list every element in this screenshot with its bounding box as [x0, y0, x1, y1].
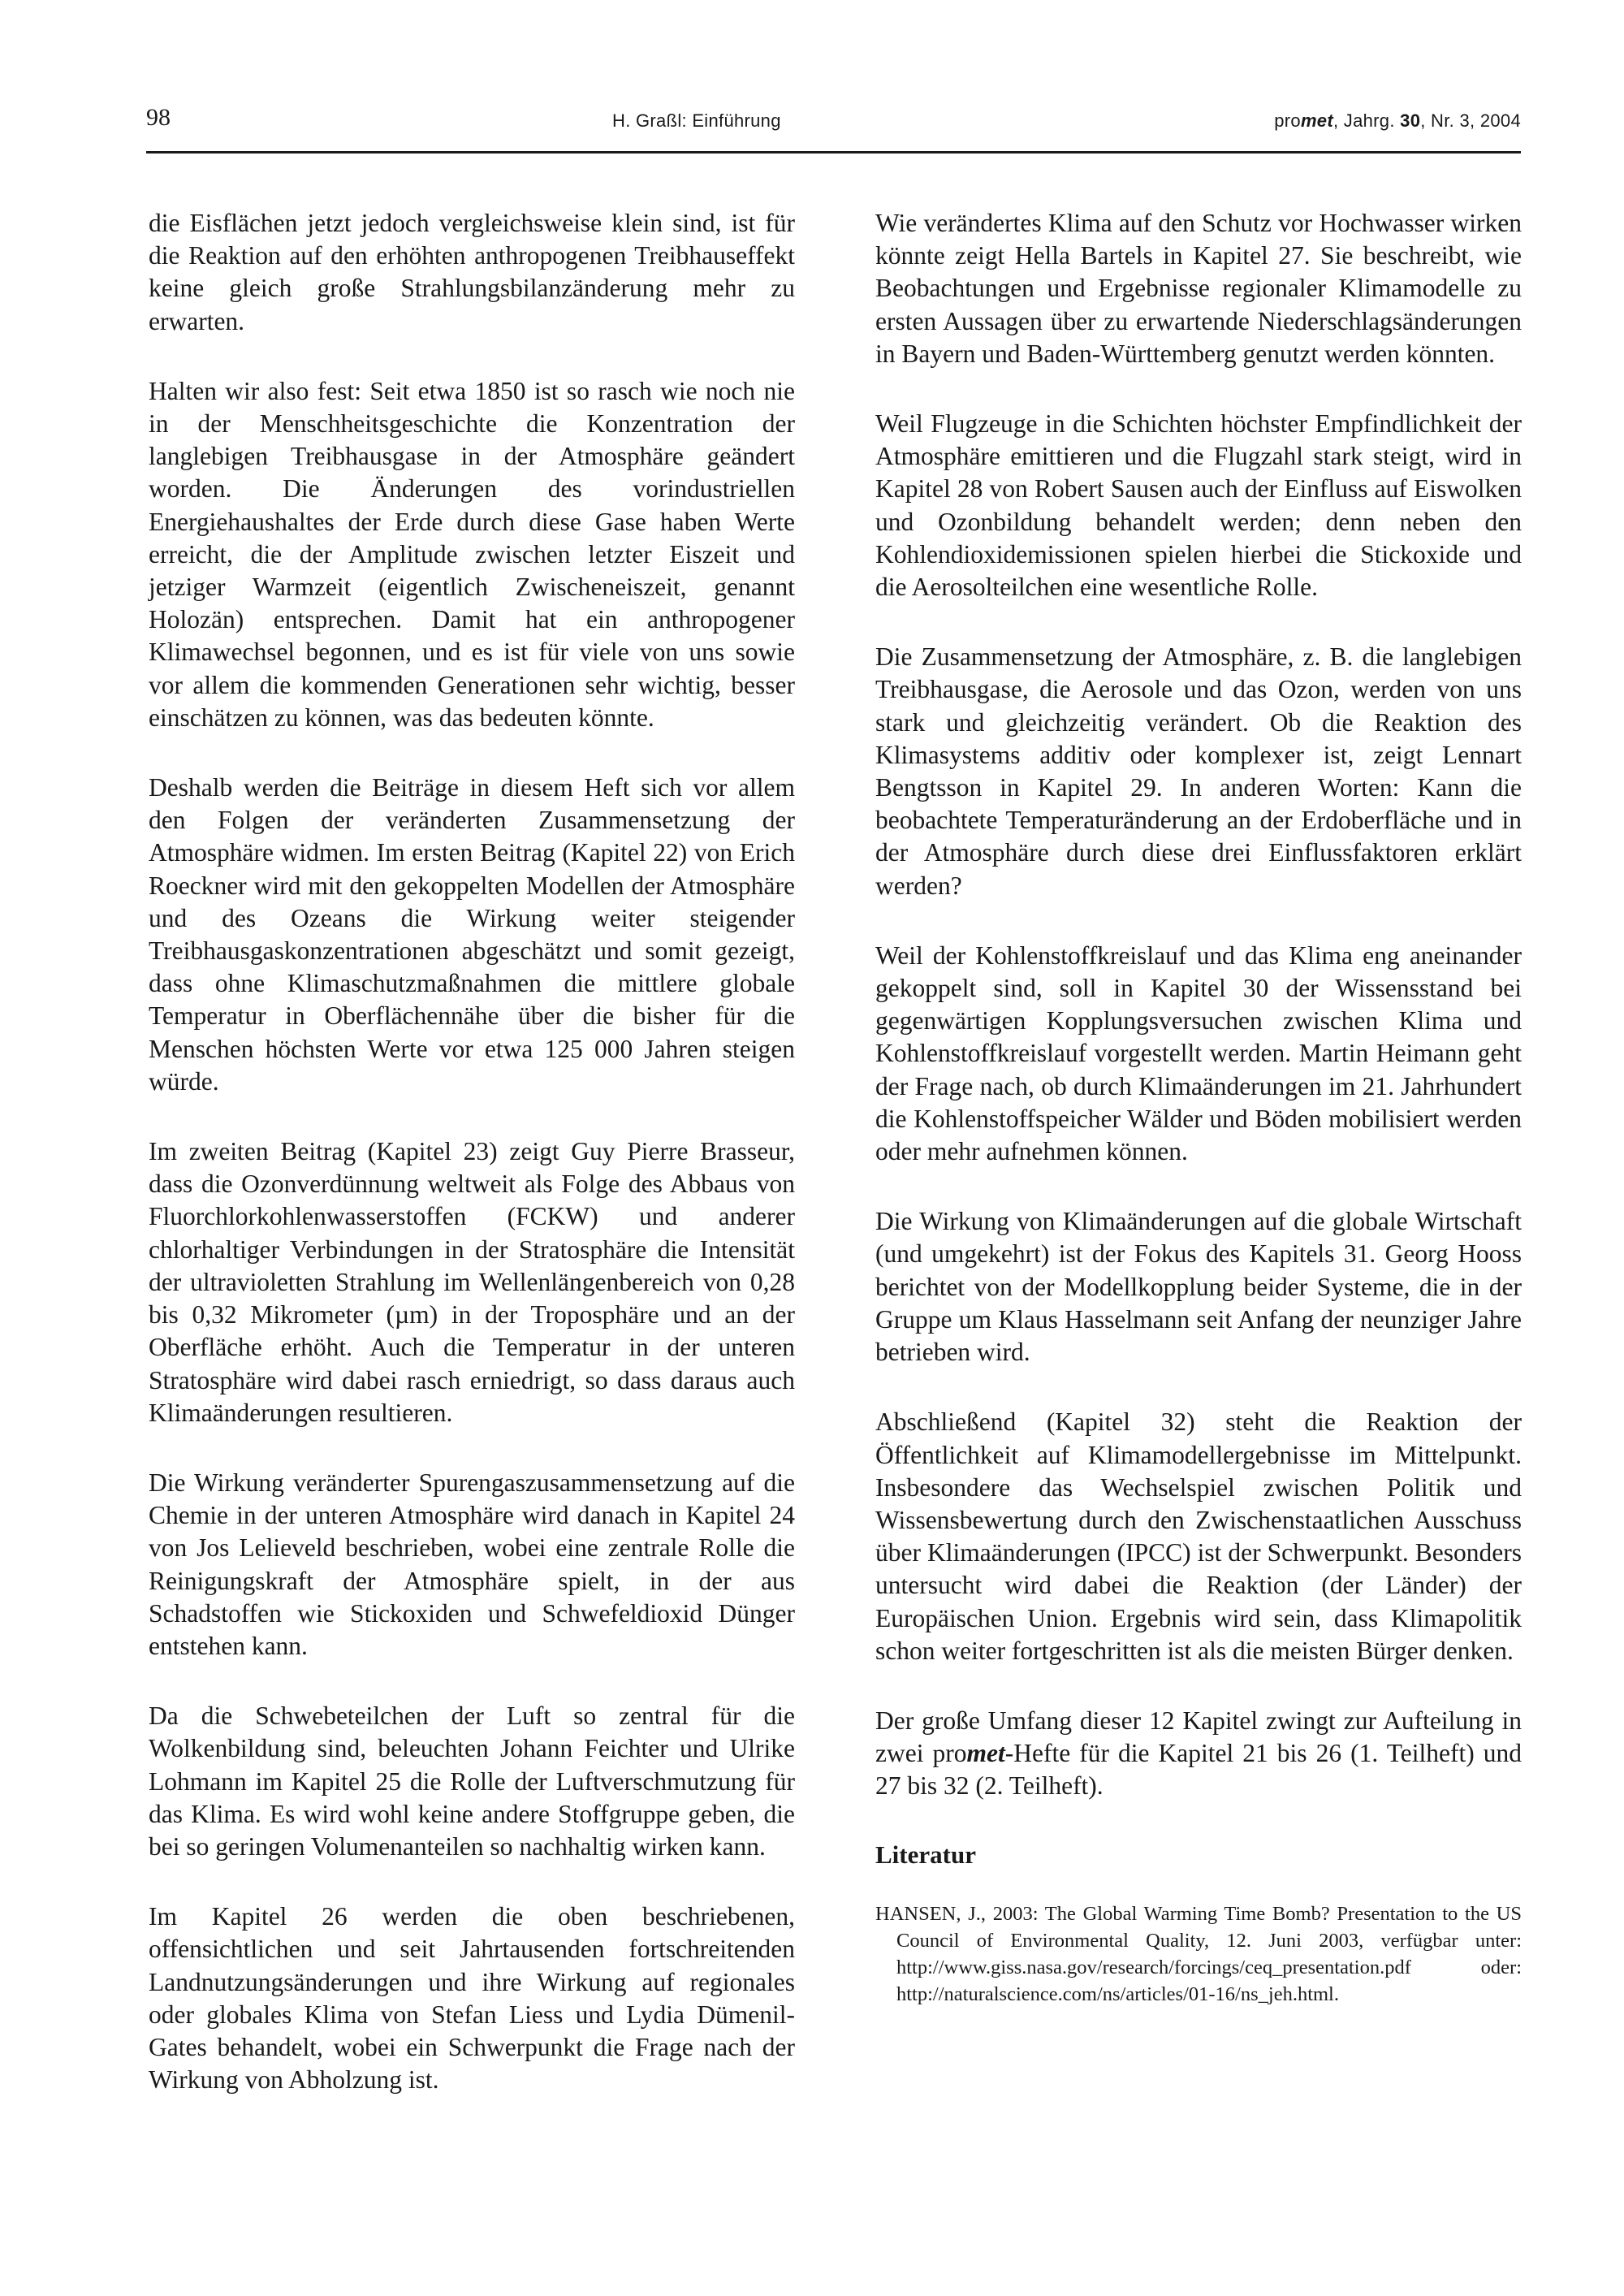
body-paragraph: Im Kapitel 26 werden die oben beschriebenen, offensichtlichen und seit Jahrtausenden fortschreitenden Landnutzungsänderungen und ihre Wirkung auf regionales oder globales Klima von Stefan Liess und Lydia Dümenil-Gates behandelt, wobei ein Schwerpunkt die Frage nach der Wirkung von Abholzung ist. [149, 1902, 795, 2095]
brand-name: met [966, 1739, 1005, 1768]
running-title: H. Graßl: Einführung [612, 110, 781, 131]
right-column [875, 207, 1522, 2008]
closing-text-start: Der große Umfang dieser 12 Kapitel zwingt zur Aufteilung in zwei [875, 1706, 1522, 1768]
body-paragraph: Die Wirkung von Klimaänderungen auf die globale Wirtschaft (und umgekehrt) ist der Fokus des Kapitels 31. Georg Hooss berichtet von der Modellkopplung beider Systeme, die in der Gruppe um Klaus Hasselmann seit Anfang der neunziger Jahre betrieben wird. [875, 1207, 1522, 1367]
body-paragraph: Wie verändertes Klima auf den Schutz vor Hochwasser wirken könnte zeigt Hella Bartels in Kapitel 27. Sie beschreibt, wie Beobachtungen und Ergebnisse regionaler Klimamodelle zu ersten Aussagen über zu erwartende Niederschlagsänderungen in Bayern und Baden-Württemberg genutzt werden könnten. [875, 209, 1522, 368]
body-paragraph: die Eisflächen jetzt jedoch vergleichsweise klein sind, ist für die Reaktion auf den erhöhten anthropogenen Treibhauseffekt keine gleich große Strahlungsbilanzänderung mehr zu erwarten. [149, 209, 795, 335]
journal-volume: 30 [1400, 110, 1421, 131]
closing-paragraph [875, 1705, 1522, 1803]
body-paragraph: Weil Flugzeuge in die Schichten höchster Empfindlichkeit der Atmosphäre emittieren und die Flugzahl stark steigt, wird in Kapitel 28 von Robert Sausen auch der Einfluss auf Eiswolken und Ozonbildung behandelt werden; denn neben den Kohlendioxidemissionen spielen hierbei die Stickoxide und die Aerosolteilchen eine wesentliche Rolle. [875, 409, 1522, 602]
journal-brand: met [1300, 110, 1333, 131]
left-column [149, 207, 795, 2134]
journal-citation [1274, 110, 1521, 132]
body-paragraph: Weil der Kohlenstoffkreislauf und das Klima eng aneinander gekoppelt sind, soll in Kapitel 30 der Wissensstand bei gegenwärtigen Kopplungsversuchen zwischen Klima und Kohlenstoffkreislauf vorgestellt werden. Martin Heimann geht der Frage nach, ob durch Klimaänderungen im 21. Jahrhundert die Kohlenstoffspeicher Wälder und Böden mobilisiert werden oder mehr aufnehmen können. [875, 940, 1522, 1166]
closing-text-end: -Hefte für die Kapitel 21 bis 26 (1. Teilheft) und 27 bis 32 (2. Teilheft). [875, 1739, 1522, 1801]
journal-volume-label: , Jahrg. [1332, 110, 1401, 131]
brand-prefix: pro [932, 1739, 967, 1768]
page-header [146, 104, 1521, 136]
journal-brand-prefix: pro [1274, 110, 1301, 131]
body-paragraph: Abschließend (Kapitel 32) steht die Reaktion der Öffentlichkeit auf Klimamodellergebnisse im Mittelpunkt. Insbesondere das Wechselspiel zwischen Politik und Wissensbewertung durch den Zwischenstaatlichen Ausschuss über Klimaänderungen (IPCC) ist der Schwerpunkt. Besonders untersucht wird dabei die Reaktion (der Länder) der Europäischen Union. Ergebnis wird sein, dass Klimapolitik schon weiter fortgeschritten ist als die meisten Bürger denken. [875, 1407, 1522, 1665]
page-number: 98 [146, 104, 171, 131]
header-rule [146, 151, 1521, 153]
body-paragraph: Die Zusammensetzung der Atmosphäre, z. B. die langlebigen Treibhausgase, die Aerosole und das Ozon, werden von uns stark und gleichzeitig verändert. Ob die Reaktion des Klimasystems additiv oder komplexer ist, zeigt Lennart Bengtsson in Kapitel 29. In anderen Worten: Kann die beobachtete Temperaturänderung an der Erdoberfläche und in der Atmosphäre durch diese drei Einflussfaktoren erklärt werden? [875, 642, 1522, 900]
body-paragraph: Halten wir also fest: Seit etwa 1850 ist so rasch wie noch nie in der Menschheitsgeschichte die Konzentration der langlebigen Treibhausgase in der Atmosphäre geändert worden. Die Änderungen des vorindustriellen Energiehaushaltes der Erde durch diese Gase haben Werte erreicht, die der Amplitude zwischen letzter Eiszeit und jetziger Warmzeit (eigentlich Zwischeneiszeit, genannt Holozän) entsprechen. Damit hat ein anthropogener Klimawechsel begonnen, und es ist für viele von uns sowie vor allem die kommenden Generationen sehr wichtig, besser einschätzen zu können, was das bedeuten könnte. [149, 376, 795, 732]
body-paragraph: Da die Schwebeteilchen der Luft so zentral für die Wolkenbildung sind, beleuchten Johann Feichter und Ulrike Lohmann im Kapitel 25 die Rolle der Luftverschmutzung für das Klima. Es wird wohl keine andere Stoffgruppe geben, die bei so geringen Volumenanteilen so nachhaltig wirken kann. [149, 1701, 795, 1861]
body-paragraph: Im zweiten Beitrag (Kapitel 23) zeigt Guy Pierre Brasseur, dass die Ozonverdünnung weltweit als Folge des Abbaus von Fluorchlorkohlenwasserstoffen (FCKW) und anderer chlorhaltiger Verbindungen in der Stratosphäre die Intensität der ultravioletten Strahlung im Wellenlängenbereich von 0,28 bis 0,32 Mikrometer (µm) in der Troposphäre und an der Oberfläche erhöht. Auch die Temperatur in der unteren Stratosphäre wird dabei rasch erniedrigt, so dass daraus auch Klimaänderungen resultieren. [149, 1137, 795, 1427]
journal-issue: , Nr. 3, 2004 [1420, 110, 1521, 131]
literature-heading: Literatur [875, 1840, 976, 1869]
body-paragraph: Die Wirkung veränderter Spurengaszusammensetzung auf die Chemie in der unteren Atmosphäre wird danach in Kapitel 24 von Jos Lelieveld beschrieben, wobei eine zentrale Rolle die Reinigungskraft der Atmosphäre spielt, in der aus Schadstoffen wie Stickoxiden und Schwefeldioxid Dünger entstehen kann. [149, 1468, 795, 1660]
reference-entry: HANSEN, J., 2003: The Global Warming Time Bomb? Presentation to the US Council of Environmental Quality, 12. Juni 2003, verfügbar unter: http://www.giss.nasa.gov/research/forcings/ceq_presentation.pdf oder: http://naturalscience.com/ns/articles/01-16/ns_jeh.html. [875, 1902, 1522, 2005]
body-paragraph: Deshalb werden die Beiträge in diesem Heft sich vor allem den Folgen der veränderten Zusammensetzung der Atmosphäre widmen. Im ersten Beitrag (Kapitel 22) von Erich Roeckner wird mit den gekoppelten Modellen der Atmosphäre und des Ozeans die Wirkung weiter steigender Treibhausgaskonzentrationen abgeschätzt und somit gezeigt, dass ohne Klimaschutzmaßnahmen die mittlere globale Temperatur in Oberflächennähe über die bisher für die Menschen höchsten Werte vor etwa 125 000 Jahren steigen würde. [149, 773, 795, 1096]
